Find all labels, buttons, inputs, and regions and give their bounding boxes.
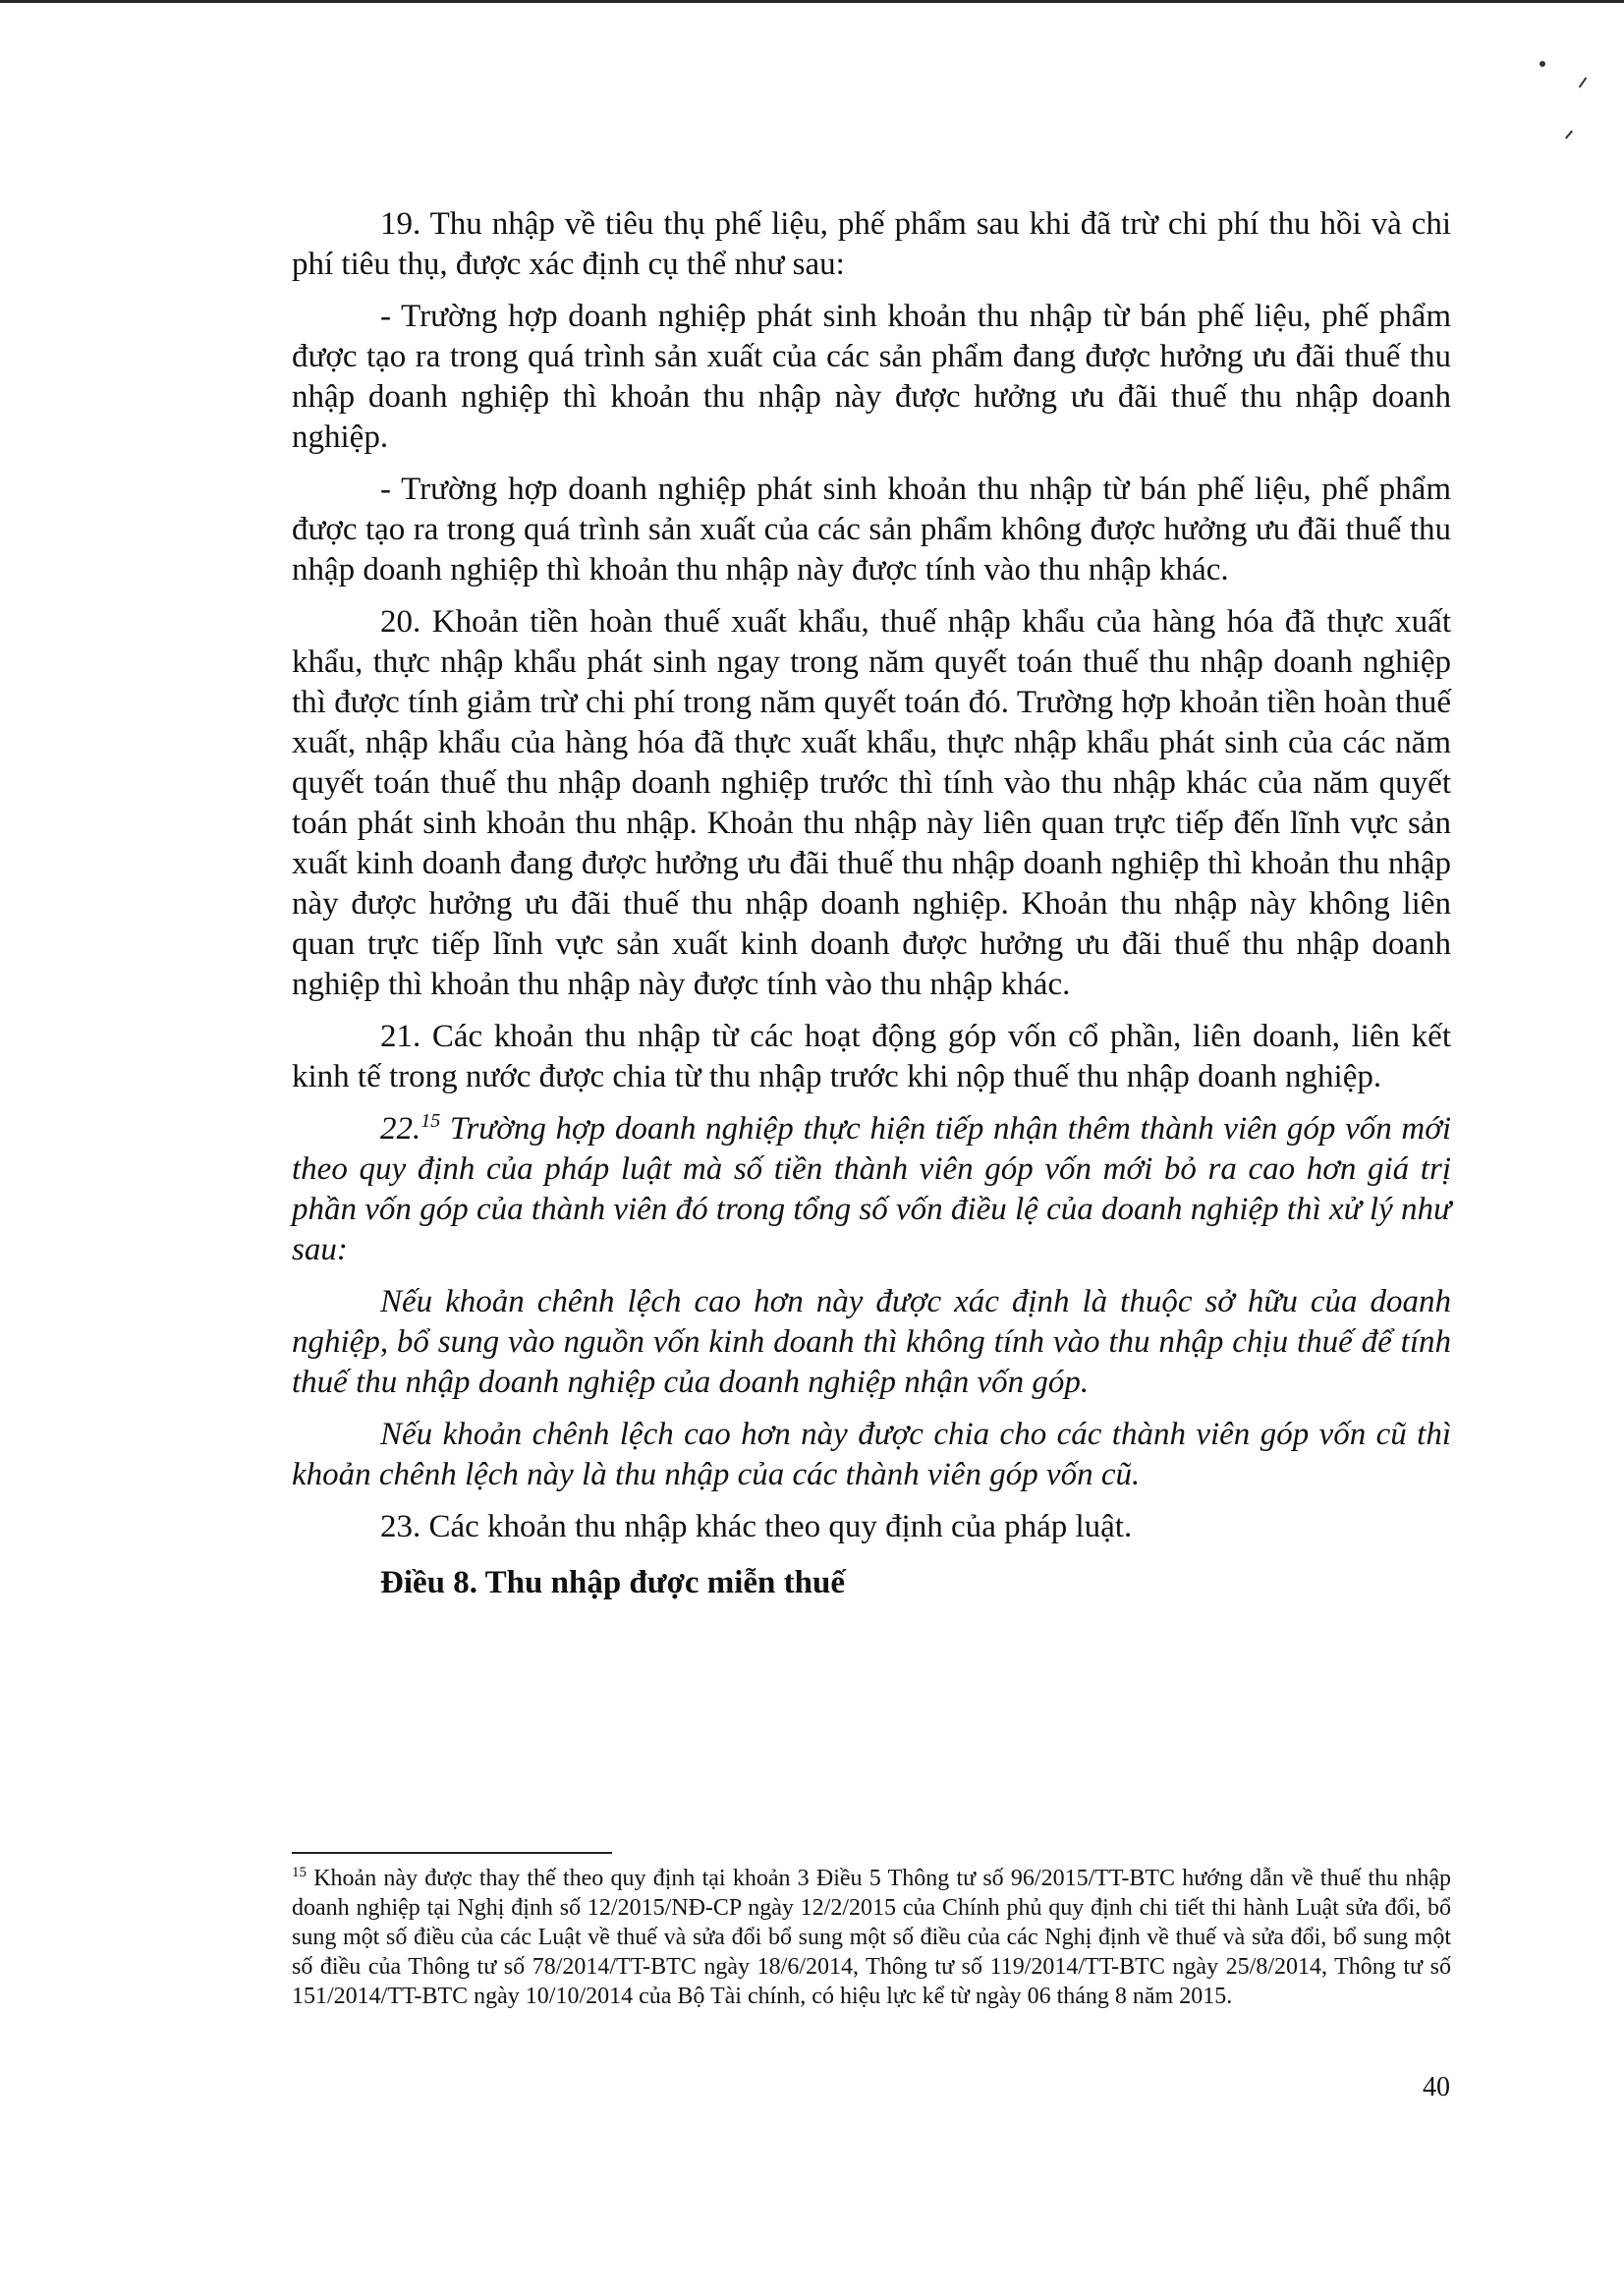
paragraph-19-bullet-2: - Trường hợp doanh nghiệp phát sinh khoản thu nhập từ bán phế liệu, phế phẩm được tạo ra trong quá trình sản xuất của các sản phẩm không được hưởng ưu đãi thuế thu nhập doanh nghiệp thì khoản thu nhập này được tính vào thu nhập khác.	[292, 472, 1451, 588]
paragraph-22-case-1: Nếu khoản chênh lệch cao hơn này được xác định là thuộc sở hữu của doanh nghiệp, bổ sung vào nguồn vốn kinh doanh thì không tính vào thu nhập chịu thuế để tính thuế thu nhập doanh nghiệp của doanh nghiệp nhận vốn góp.	[292, 1284, 1451, 1400]
paragraph-21: 21. Các khoản thu nhập từ các hoạt động góp vốn cổ phần, liên doanh, liên kết kinh tế trong nước được chia từ thu nhập trước khi nộp thuế thu nhập doanh nghiệp.	[292, 1019, 1451, 1094]
scan-speck	[1565, 131, 1573, 140]
page-number: 40	[1423, 2072, 1450, 2102]
footnote	[292, 1864, 1451, 2011]
paragraph-22-text: Trường hợp doanh nghiệp thực hiện tiếp nhận thêm thành viên góp vốn mới theo quy định của pháp luật mà số tiền thành viên góp vốn mới bỏ ra cao hơn giá trị phần vốn góp của thành viên đó trong tổng số vốn điều lệ của doanh nghiệp thì xử lý như sau:	[292, 1111, 1451, 1267]
article-heading: Điều 8. Thu nhập được miễn thuế	[380, 1565, 846, 1600]
paragraph-23: 23. Các khoản thu nhập khác theo quy định của pháp luật.	[380, 1509, 1133, 1544]
paragraph-22-number: 22.	[380, 1111, 421, 1147]
scan-speck	[1579, 78, 1588, 88]
footnote-text: Khoản này được thay thế theo quy định tại khoản 3 Điều 5 Thông tư số 96/2015/TT-BTC hướng dẫn về thuế thu nhập doanh nghiệp tại Nghị định số 12/2015/NĐ-CP ngày 12/2/2015 của Chính phủ quy định chi tiết thi hành Luật sửa đổi, bổ sung một số điều của các Luật về thuế và sửa đổi bổ sung một số điều của các Nghị định về thuế và sửa đổi, bổ sung một số điều của Thông tư số 78/2014/TT-BTC ngày 18/6/2014, Thông tư số 119/2014/TT-BTC ngày 25/8/2014, Thông tư số 151/2014/TT-BTC ngày 10/10/2014 của Bộ Tài chính, có hiệu lực kể từ ngày 06 tháng 8 năm 2015.	[292, 1866, 1451, 2009]
document-body	[292, 204, 1451, 1615]
footnote-number: 15	[292, 1865, 307, 1880]
paragraph-19: 19. Thu nhập về tiêu thụ phế liệu, phế phẩm sau khi đã trừ chi phí thu hồi và chi phí tiêu thụ, được xác định cụ thể như sau:	[292, 206, 1451, 282]
paragraph-22	[292, 1109, 1451, 1270]
scan-speck	[1540, 61, 1545, 67]
footnote-reference: 15	[420, 1110, 441, 1132]
paragraph-20: 20. Khoản tiền hoàn thuế xuất khẩu, thuế nhập khẩu của hàng hóa đã thực xuất khẩu, thực nhập khẩu phát sinh ngay trong năm quyết toán thuế thu nhập doanh nghiệp thì được tính giảm trừ chi phí trong năm quyết toán đó. Trường hợp khoản tiền hoàn thuế xuất, nhập khẩu của hàng hóa đã thực xuất khẩu, thực nhập khẩu phát sinh của các năm quyết toán thuế thu nhập doanh nghiệp trước thì tính vào thu nhập khác của năm quyết toán phát sinh khoản thu nhập. Khoản thu nhập này liên quan trực tiếp đến lĩnh vực sản xuất kinh doanh đang được hưởng ưu đãi thuế thu nhập doanh nghiệp thì khoản thu nhập này được hưởng ưu đãi thuế thu nhập doanh nghiệp. Khoản thu nhập này không liên quan trực tiếp lĩnh vực sản xuất kinh doanh được hưởng ưu đãi thuế thu nhập doanh nghiệp thì khoản thu nhập này được tính vào thu nhập khác.	[292, 604, 1451, 1002]
paragraph-19-bullet-1: - Trường hợp doanh nghiệp phát sinh khoản thu nhập từ bán phế liệu, phế phẩm được tạo ra trong quá trình sản xuất của các sản phẩm đang được hưởng ưu đãi thuế thu nhập doanh nghiệp thì khoản thu nhập này được hưởng ưu đãi thuế thu nhập doanh nghiệp.	[292, 299, 1451, 455]
page-top-border	[0, 0, 1624, 3]
paragraph-22-case-2: Nếu khoản chênh lệch cao hơn này được chia cho các thành viên góp vốn cũ thì khoản chênh lệch này là thu nhập của các thành viên góp vốn cũ.	[292, 1417, 1451, 1492]
footnote-separator	[292, 1852, 612, 1854]
